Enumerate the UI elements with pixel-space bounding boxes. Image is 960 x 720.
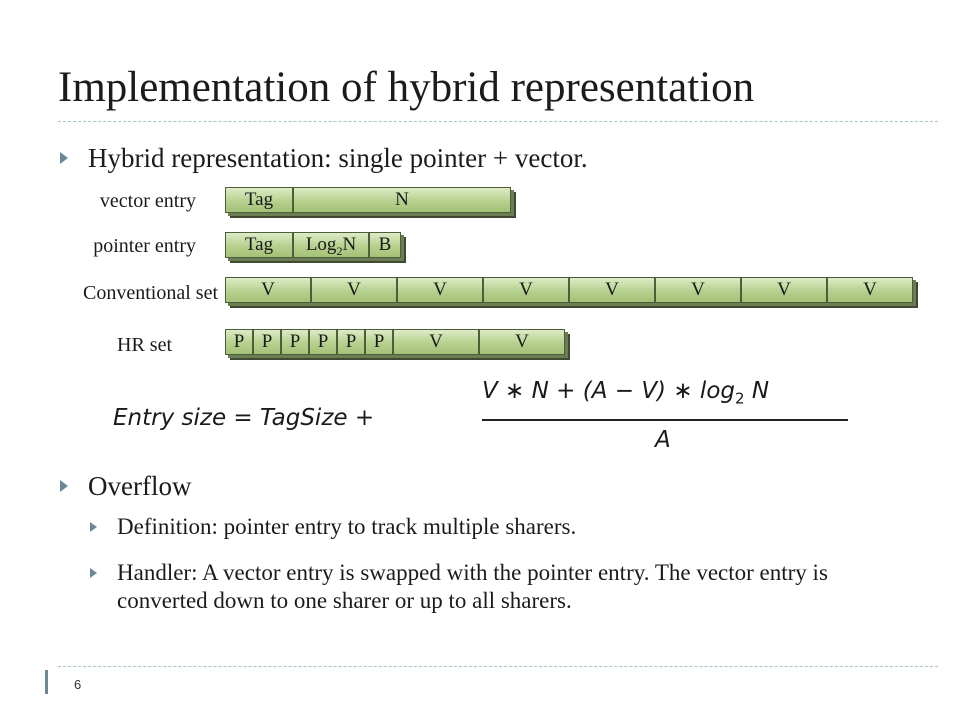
log-arg: N [342, 234, 357, 255]
sub-bullet-arrow-icon [90, 568, 97, 578]
title-divider [58, 121, 938, 122]
conventional-set-cell: V [225, 277, 311, 303]
conventional-set-label: Conventional set [83, 282, 218, 304]
vector-entry-tag-cell: Tag [225, 187, 293, 213]
conventional-set-cell: V [655, 277, 741, 303]
pointer-entry-tag-cell: Tag [225, 232, 293, 258]
log-text: Log [305, 234, 337, 255]
bullet-hybrid-representation: Hybrid representation: single pointer + vector. [88, 143, 588, 173]
hr-set-cell: V [479, 329, 565, 355]
equation-numerator [482, 378, 769, 408]
bullet-overflow: Overflow [88, 471, 192, 501]
pointer-entry-row [225, 232, 401, 258]
hr-set-cell: P [281, 329, 309, 355]
numerator-log-base: 2 [735, 389, 745, 408]
sub-bullet-handler: Handler: A vector entry is swapped with the pointer entry. The vector entry is converted down to one sharer or up to all sharers. [117, 560, 828, 613]
pointer-entry-label: pointer entry [93, 235, 196, 257]
fraction-bar [482, 419, 848, 421]
hr-set-cell: P [225, 329, 253, 355]
hr-set-cell: P [253, 329, 281, 355]
log-base: 2 [336, 243, 343, 258]
conventional-set-cell: V [741, 277, 827, 303]
page-marker [45, 670, 48, 694]
slide-title: Implementation of hybrid representation [58, 64, 755, 111]
equation-lhs: Entry size = TagSize + [113, 405, 375, 431]
equation-denominator: A [655, 427, 671, 453]
hr-set-cell: P [365, 329, 393, 355]
conventional-set-cell: V [311, 277, 397, 303]
hr-set-cell: P [337, 329, 365, 355]
sub-bullet-arrow-icon [90, 522, 97, 532]
hr-set-cell: P [309, 329, 337, 355]
sub-bullet-definition: Definition: pointer entry to track multiple sharers. [117, 514, 577, 539]
numerator-arg: N [744, 378, 770, 404]
conventional-set-cell: V [827, 277, 913, 303]
bullet-arrow-icon [60, 480, 68, 492]
numerator-main: V ∗ N + (A − V) ∗ log [482, 378, 735, 404]
conventional-set-cell: V [397, 277, 483, 303]
bullet-arrow-icon [60, 152, 68, 164]
hr-set-label: HR set [117, 334, 172, 356]
hr-set-cell: V [393, 329, 479, 355]
conventional-set-cell: V [483, 277, 569, 303]
vector-entry-label: vector entry [99, 190, 196, 212]
vector-entry-n-cell: N [293, 187, 511, 213]
conventional-set-row [225, 277, 913, 303]
hr-set-row [225, 329, 569, 355]
vector-entry-row [225, 187, 511, 213]
footer-divider [58, 666, 938, 667]
pointer-entry-b-cell: B [369, 232, 401, 258]
page-number: 6 [74, 677, 82, 692]
conventional-set-cell: V [569, 277, 655, 303]
pointer-entry-log2n-cell [293, 232, 369, 258]
